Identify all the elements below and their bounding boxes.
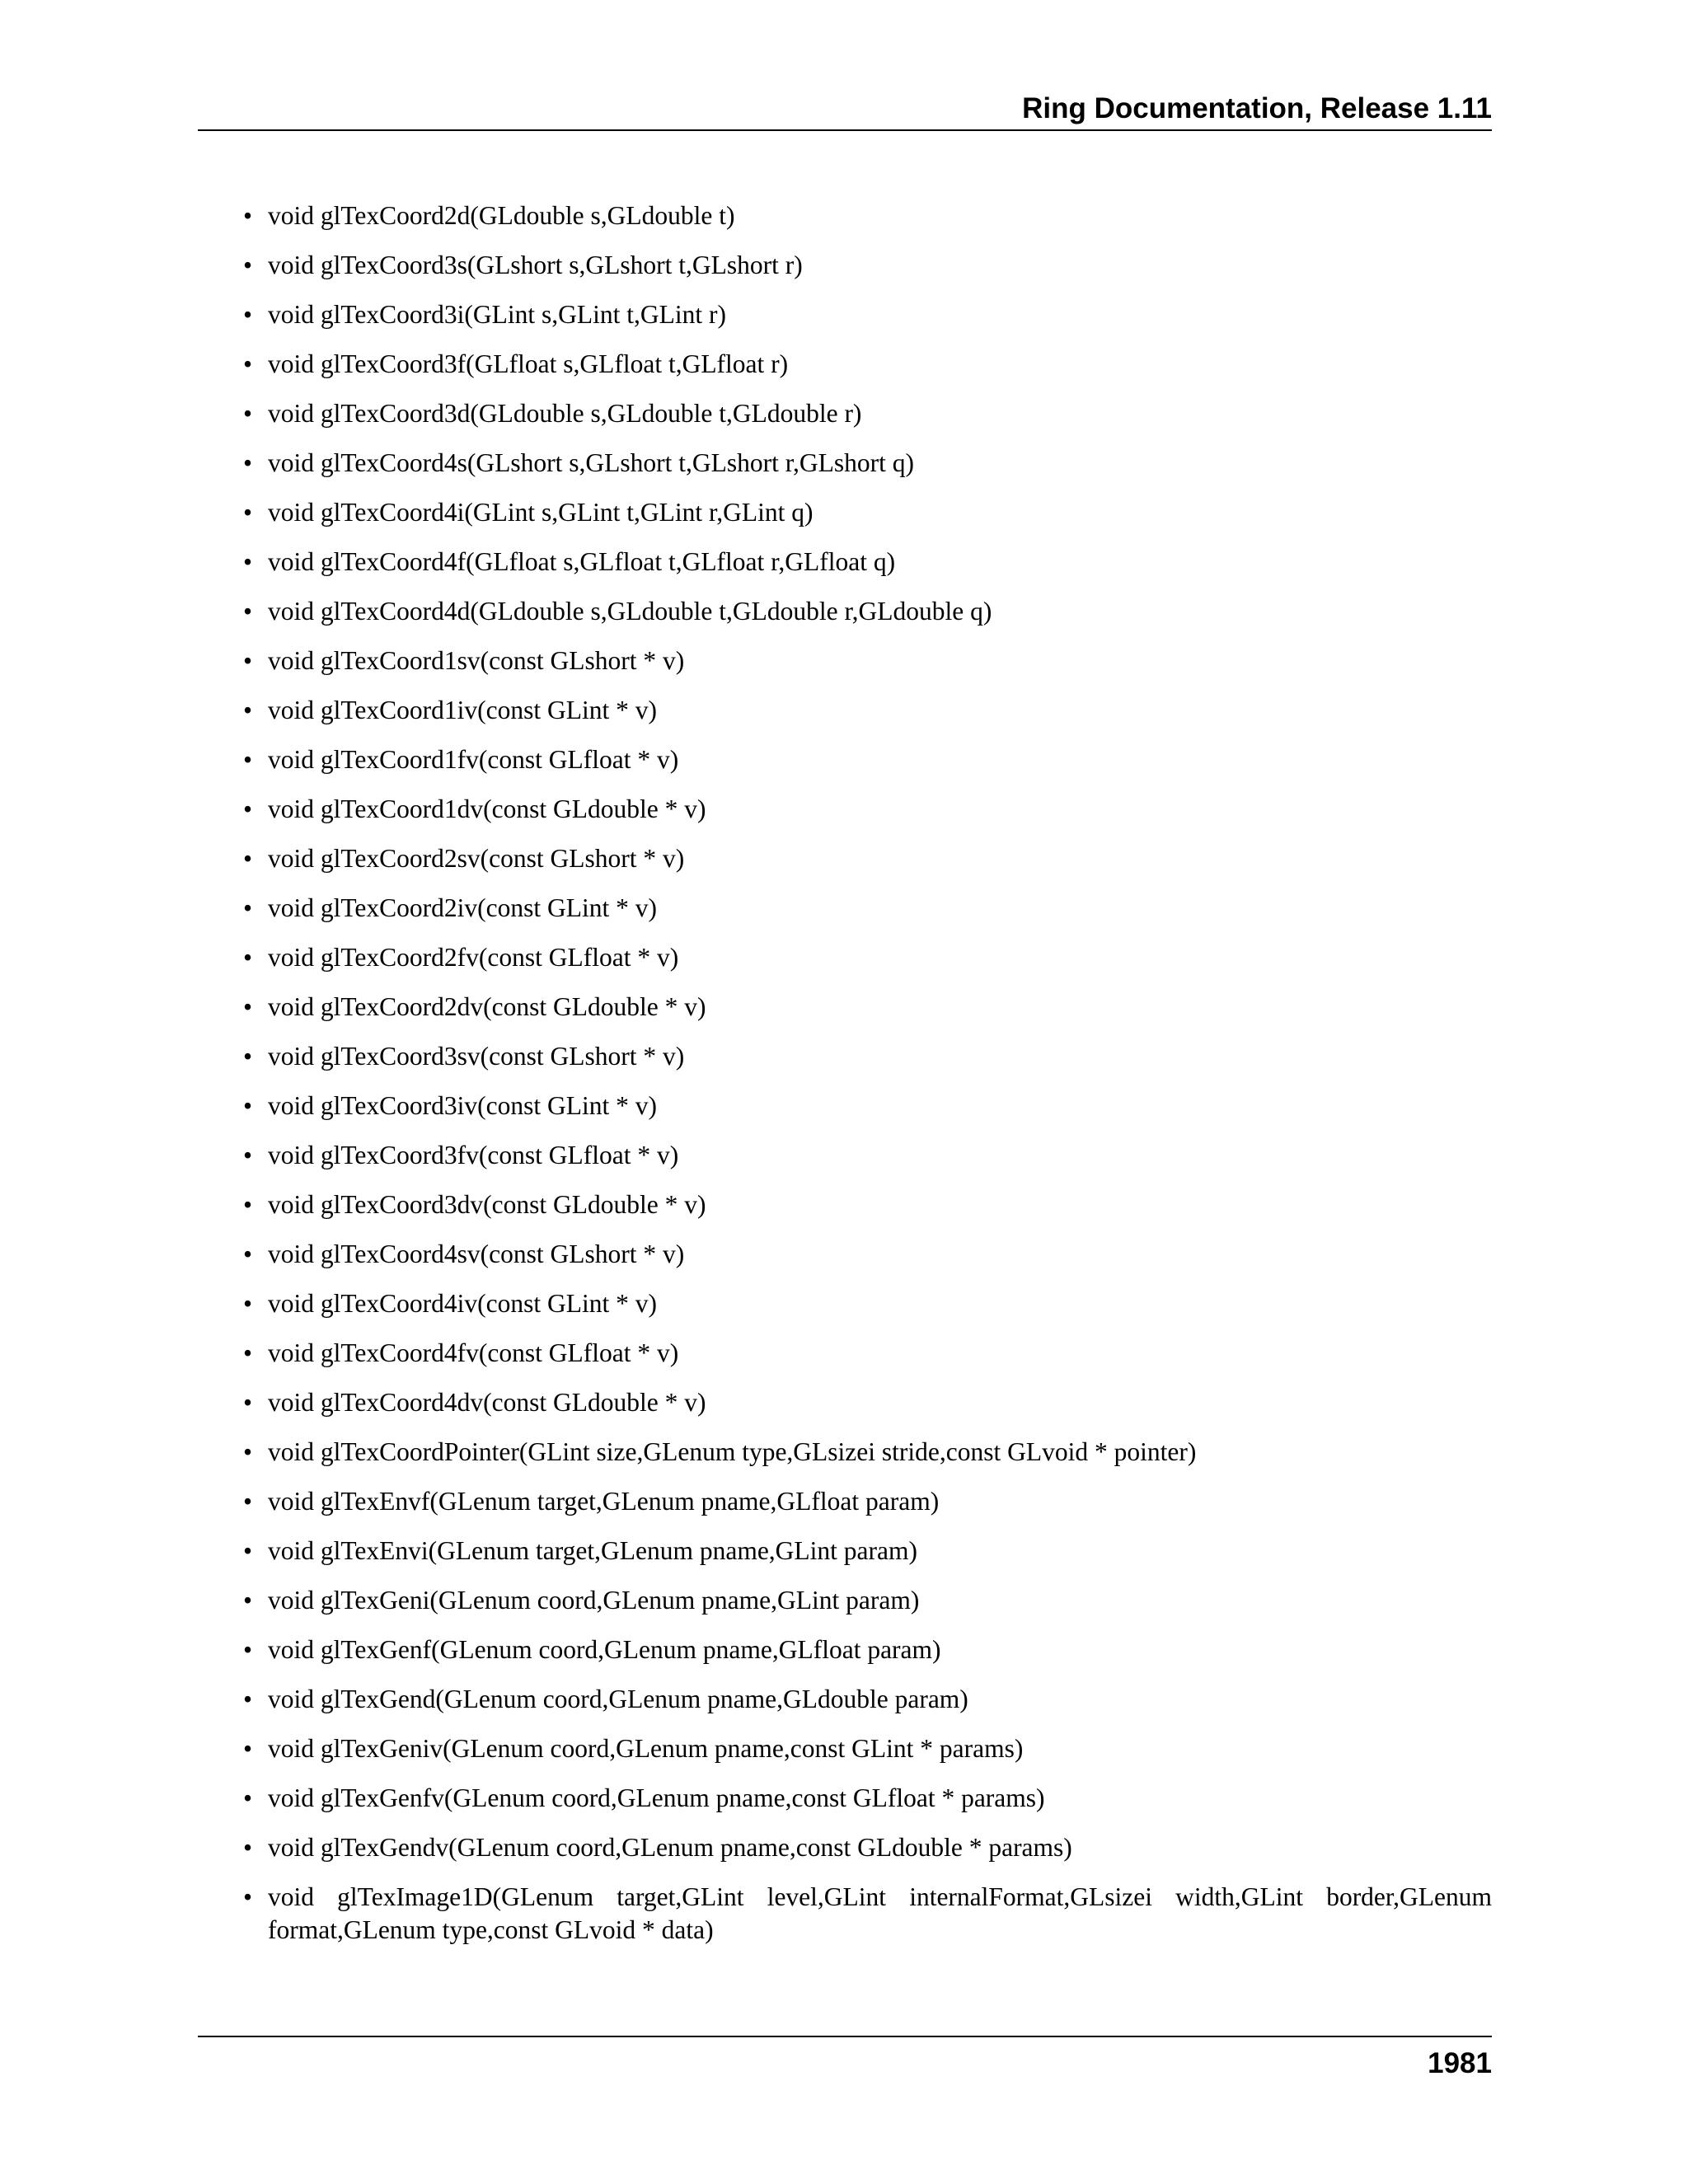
page-number: 1981: [1428, 2047, 1492, 2079]
function-signature-item: • void glTexCoord3d(GLdouble s,GLdouble t,GLdouble r): [268, 397, 1492, 430]
function-signature-item: • void glTexCoord4i(GLint s,GLint t,GLint r,GLint q): [268, 496, 1492, 529]
function-signature-item: • void glTexCoord1fv(const GLfloat * v): [268, 743, 1492, 776]
function-signature-item: • void glTexCoord4d(GLdouble s,GLdouble t,GLdouble r,GLdouble q): [268, 595, 1492, 628]
function-signature-item: • void glTexCoord1dv(const GLdouble * v): [268, 793, 1492, 826]
function-signature-item: • void glTexCoordPointer(GLint size,GLenum type,GLsizei stride,const GLvoid * pointer): [268, 1436, 1492, 1469]
function-signature-item: • void glTexCoord4fv(const GLfloat * v): [268, 1337, 1492, 1370]
footer-rule: [198, 2036, 1492, 2037]
function-signature-list: [268, 199, 1492, 1963]
function-signature-item: • void glTexCoord3sv(const GLshort * v): [268, 1040, 1492, 1073]
function-signature-item: • void glTexCoord3fv(const GLfloat * v): [268, 1139, 1492, 1172]
function-signature-item: • void glTexCoord3dv(const GLdouble * v): [268, 1188, 1492, 1221]
function-signature-item: • void glTexCoord3i(GLint s,GLint t,GLint r): [268, 298, 1492, 331]
function-signature-item: • void glTexCoord4f(GLfloat s,GLfloat t,GLfloat r,GLfloat q): [268, 546, 1492, 579]
function-signature-item: • void glTexCoord2iv(const GLint * v): [268, 892, 1492, 925]
function-signature-item: • void glTexCoord1sv(const GLshort * v): [268, 644, 1492, 677]
function-signature-item: • void glTexCoord2d(GLdouble s,GLdouble t): [268, 199, 1492, 232]
function-signature-item: • void glTexCoord4s(GLshort s,GLshort t,GLshort r,GLshort q): [268, 447, 1492, 480]
function-signature-item: • void glTexGeniv(GLenum coord,GLenum pname,const GLint * params): [268, 1732, 1492, 1765]
function-signature-item: • void glTexCoord4sv(const GLshort * v): [268, 1238, 1492, 1271]
function-signature-item: • void glTexGeni(GLenum coord,GLenum pname,GLint param): [268, 1584, 1492, 1617]
function-signature-item: • void glTexCoord4dv(const GLdouble * v): [268, 1386, 1492, 1419]
function-signature-item: • void glTexCoord3f(GLfloat s,GLfloat t,GLfloat r): [268, 348, 1492, 381]
function-signature-item: • void glTexCoord2fv(const GLfloat * v): [268, 941, 1492, 974]
function-signature-item: • void glTexImage1D(GLenum target,GLint level,GLint internalFormat,GLsizei width,GLint border,GLenum format,GLenum type,const GLvoid * data): [268, 1881, 1492, 1947]
function-signature-item: • void glTexCoord2dv(const GLdouble * v): [268, 991, 1492, 1024]
function-signature-item: • void glTexEnvi(GLenum target,GLenum pname,GLint param): [268, 1535, 1492, 1568]
function-signature-item: • void glTexGend(GLenum coord,GLenum pname,GLdouble param): [268, 1683, 1492, 1716]
function-signature-item: • void glTexGenf(GLenum coord,GLenum pname,GLfloat param): [268, 1633, 1492, 1666]
function-signature-item: • void glTexEnvf(GLenum target,GLenum pname,GLfloat param): [268, 1485, 1492, 1518]
function-signature-item: • void glTexCoord4iv(const GLint * v): [268, 1287, 1492, 1320]
function-signature-item: • void glTexCoord2sv(const GLshort * v): [268, 842, 1492, 875]
running-header-title: Ring Documentation, Release 1.11: [1022, 92, 1492, 124]
header-rule: [198, 129, 1492, 131]
function-signature-item: • void glTexGenfv(GLenum coord,GLenum pname,const GLfloat * params): [268, 1782, 1492, 1815]
function-signature-item: • void glTexCoord1iv(const GLint * v): [268, 694, 1492, 727]
function-signature-item: • void glTexGendv(GLenum coord,GLenum pname,const GLdouble * params): [268, 1831, 1492, 1864]
function-signature-item: • void glTexCoord3iv(const GLint * v): [268, 1090, 1492, 1122]
function-signature-item: • void glTexCoord3s(GLshort s,GLshort t,GLshort r): [268, 249, 1492, 282]
